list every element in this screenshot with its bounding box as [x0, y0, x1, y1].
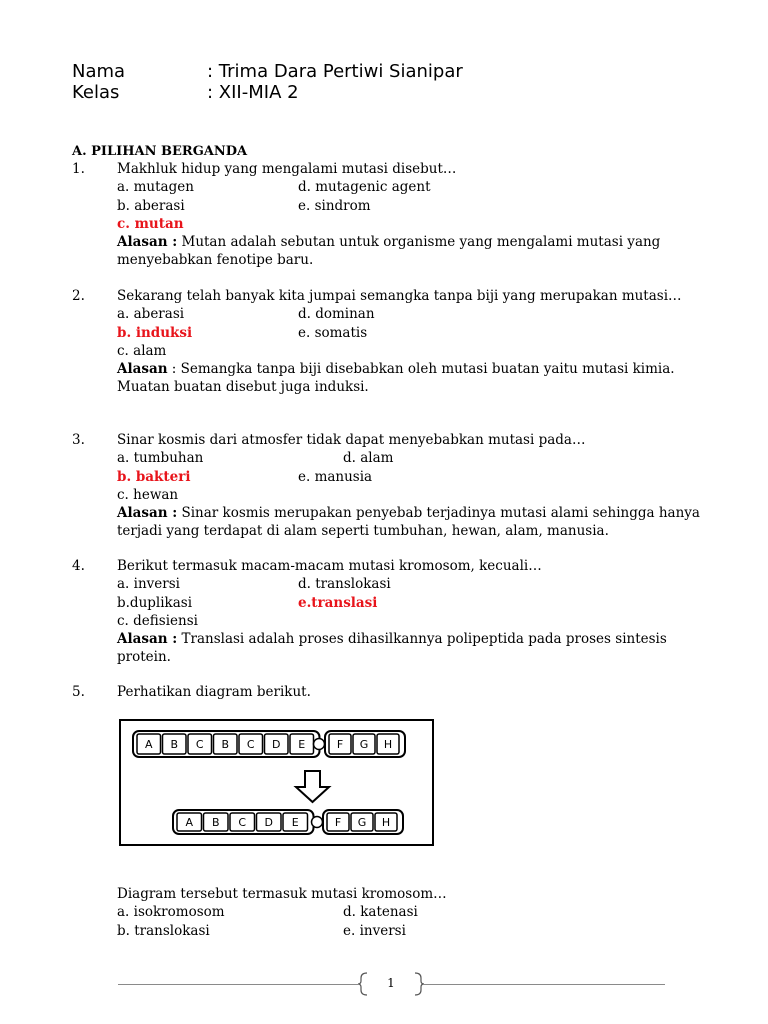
gene-label: A	[185, 816, 194, 829]
question-text: Perhatikan diagram berikut.	[117, 684, 311, 700]
chromosome-diagram	[119, 719, 434, 846]
class-value: : XII-MIA 2	[207, 82, 299, 103]
gene-label: B	[170, 738, 179, 751]
question-5-prompt	[117, 885, 447, 940]
question-1	[72, 160, 722, 270]
gene-label: F	[336, 738, 344, 751]
option-d: d. alam	[343, 450, 394, 467]
question-3	[72, 431, 722, 541]
footer-line-right	[424, 984, 665, 985]
question-text: Sekarang telah banyak kita jumpai semangka tanpa biji yang merupakan mutasi…	[117, 288, 682, 304]
bottom-chromosome-right-arm	[323, 810, 403, 834]
question-5	[72, 683, 722, 701]
question-text: Berikut termasuk macam-macam mutasi kromosom, kecuali…	[117, 558, 542, 574]
gene-label: A	[144, 738, 153, 751]
option-d: d. katenasi	[343, 904, 418, 921]
bottom-chromosome-left-arm	[173, 810, 314, 834]
question-2	[72, 287, 722, 397]
class-row	[72, 82, 463, 103]
question-number: 4.	[72, 558, 85, 574]
reason-text: : Semangka tanpa biji disebabkan oleh mutasi buatan yaitu mutasi kimia. Muatan buatan disebut juga induksi.	[117, 361, 675, 396]
option-a: a. isokromosom	[117, 904, 225, 921]
name-label: Nama	[72, 61, 126, 82]
reason-text: Translasi adalah proses dihasilkannya polipeptida pada proses sintesis protein.	[117, 631, 667, 666]
diagram-canvas	[121, 721, 431, 843]
name-row	[72, 61, 463, 82]
question-number: 1.	[72, 161, 85, 177]
name-value: : Trima Dara Pertiwi Sianipar	[207, 61, 463, 82]
gene-label: C	[246, 738, 255, 751]
gene-label: C	[195, 738, 204, 751]
option-b: b. translokasi	[117, 922, 210, 939]
option-e: e. somatis	[298, 324, 368, 341]
option-d: d. dominan	[298, 306, 375, 323]
gene-label: G	[357, 816, 367, 829]
gene-label: E	[291, 816, 299, 829]
option-a: a. inversi	[117, 576, 180, 593]
question-text: Makhluk hidup yang mengalami mutasi disebut…	[117, 161, 457, 177]
question-number: 3.	[72, 432, 85, 448]
option-d: d. translokasi	[298, 576, 391, 593]
reason	[117, 504, 722, 541]
top-chromosome-left-arm	[133, 731, 320, 757]
page-number: 1	[387, 976, 395, 990]
option-e: e. manusia	[298, 468, 373, 485]
class-label: Kelas	[72, 82, 120, 103]
reason	[117, 233, 722, 270]
option-d: d. mutagenic agent	[298, 179, 431, 196]
section-title: A. PILIHAN BERGANDA	[72, 144, 248, 159]
gene-label: F	[334, 816, 342, 829]
top-chromosome-right-arm	[325, 731, 405, 757]
gene-label: D	[272, 738, 281, 751]
reason	[117, 360, 722, 397]
question-number: 5.	[72, 684, 85, 700]
gene-label: B	[211, 816, 220, 829]
gene-label: D	[264, 816, 273, 829]
question-4	[72, 557, 722, 667]
bottom-centromere	[312, 817, 323, 828]
reason	[117, 630, 722, 667]
reason-text: Mutan adalah sebutan untuk organisme yang mengalami mutasi yang menyebabkan fenotipe baru.	[117, 234, 661, 269]
option-b-answer: b. induksi	[117, 324, 193, 341]
reason-label: Alasan :	[117, 234, 178, 251]
gene-label: C	[238, 816, 247, 829]
option-a: a. aberasi	[117, 306, 185, 323]
reason-label: Alasan :	[117, 505, 178, 522]
footer-line-left	[118, 984, 358, 985]
down-arrow-icon	[296, 771, 329, 802]
gene-label: H	[381, 816, 391, 829]
reason-text: Sinar kosmis merupakan penyebab terjadinya mutasi alami sehingga hanya terjadi yang terdapat di alam seperti tumbuhan, hewan, alam, manusia.	[117, 505, 700, 540]
option-e: e. inversi	[343, 922, 406, 939]
page-number-box	[358, 972, 424, 996]
question-text: Sinar kosmis dari atmosfer tidak dapat menyebabkan mutasi pada…	[117, 432, 586, 448]
gene-label: E	[298, 738, 306, 751]
top-centromere	[314, 739, 325, 750]
gene-label: H	[383, 738, 393, 751]
student-header	[72, 61, 463, 103]
option-c-answer: c. mutan	[117, 215, 184, 232]
option-c: c. alam	[117, 342, 167, 359]
option-a: a. mutagen	[117, 179, 194, 196]
option-e: e. sindrom	[298, 197, 371, 214]
option-b-answer: b. bakteri	[117, 468, 191, 485]
option-b: b. aberasi	[117, 197, 185, 214]
question-text: Diagram tersebut termasuk mutasi kromosom…	[117, 886, 447, 902]
reason-label: Alasan	[117, 361, 168, 378]
option-c: c. hewan	[117, 486, 179, 503]
option-b: b.duplikasi	[117, 594, 193, 611]
option-c: c. defisiensi	[117, 612, 198, 629]
question-number: 2.	[72, 288, 85, 304]
gene-label: B	[221, 738, 230, 751]
reason-label: Alasan :	[117, 631, 178, 648]
gene-label: G	[359, 738, 369, 751]
option-a: a. tumbuhan	[117, 450, 204, 467]
option-e-answer: e.translasi	[298, 594, 378, 611]
